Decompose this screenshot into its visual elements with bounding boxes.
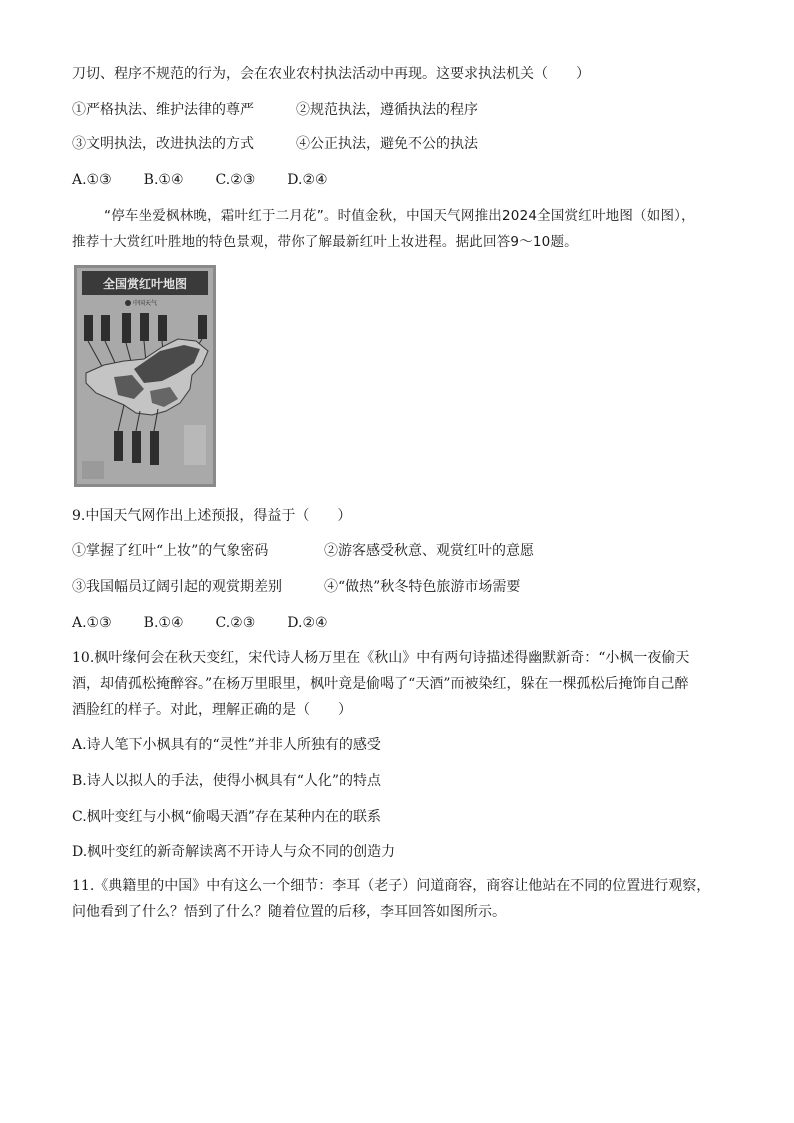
material-line-2: 推荐十大赏红叶胜地的特色景观，带你了解最新红叶上妆进程。据此回答9～10题。 — [72, 234, 578, 250]
q9-option-4: ④“做热”秋冬特色旅游市场需要 — [324, 579, 521, 595]
map-illustration — [74, 265, 216, 487]
q8-answer-a: A.①③ — [72, 172, 112, 188]
material-line-1: “停车坐爱枫林晚，霜叶红于二月花”。时值金秋，中国天气网推出2024全国赏红叶地图（如图）， — [104, 208, 695, 224]
q10-stem-line-2: 酒，却倩孤松掩醉容。”在杨万里眼里，枫叶竟是偷喝了“天酒”而被染红，躲在一棵孤松后掩饰自己醉 — [72, 676, 689, 692]
q9-option-1: ①掌握了红叶“上妆”的气象密码 — [72, 543, 269, 559]
q10-stem-line-3: 酒脸红的样子。对此，理解正确的是（ ） — [72, 702, 352, 718]
q11-stem-line-2: 问他看到了什么？悟到了什么？随着位置的后移，李耳回答如图所示。 — [72, 904, 506, 920]
logo-icon — [125, 300, 131, 306]
q8-option-4: ④公正执法，避免不公的执法 — [296, 136, 478, 152]
q9-answer-b: B.①④ — [143, 615, 184, 631]
q9-stem: 9.中国天气网作出上述预报，得益于（ ） — [72, 508, 352, 524]
q8-answer-c: C.②③ — [215, 172, 256, 188]
q8-answer-d: D.②④ — [287, 172, 328, 188]
map-title: 全国赏红叶地图 — [102, 277, 188, 291]
q10-option-a: A.诗人笔下小枫具有的“灵性”并非人所独有的感受 — [72, 737, 381, 753]
q8-answer-choices — [72, 170, 360, 190]
q8-option-1: ①严格执法、维护法律的尊严 — [72, 102, 254, 118]
q8-answer-b: B.①④ — [143, 172, 184, 188]
q8-option-2: ②规范执法，遵循执法的程序 — [296, 102, 478, 118]
q9-answer-c: C.②③ — [215, 615, 256, 631]
q8-option-3: ③文明执法，改进执法的方式 — [72, 136, 254, 152]
q10-option-b: B.诗人以拟人的手法，使得小枫具有“人化”的特点 — [72, 773, 382, 789]
q9-option-3: ③我国幅员辽阔引起的观赏期差别 — [72, 579, 282, 595]
q10-stem-line-1: 10.枫叶缘何会在秋天变红，宋代诗人杨万里在《秋山》中有两句诗描述得幽默新奇：“小枫一夜偷天 — [72, 650, 690, 666]
q9-answer-a: A.①③ — [72, 615, 112, 631]
q9-answer-choices — [72, 613, 360, 633]
map-logo-text: 中国天气 — [132, 300, 158, 307]
q10-option-d: D.枫叶变红的新奇解读离不开诗人与众不同的创造力 — [72, 844, 396, 860]
q9-answer-d: D.②④ — [287, 615, 328, 631]
red-leaf-map-image — [74, 265, 216, 487]
q11-stem-line-1: 11.《典籍里的中国》中有这么一个细节：李耳（老子）问道商容，商容让他站在不同的位置进行观察， — [72, 878, 711, 894]
q9-option-2: ②游客感受秋意、观赏红叶的意愿 — [324, 543, 534, 559]
intro-line: 刀切、程序不规范的行为，会在农业农村执法活动中再现。这要求执法机关（ ） — [72, 66, 590, 82]
q10-option-c: C.枫叶变红与小枫“偷喝天酒”存在某种内在的联系 — [72, 809, 381, 825]
